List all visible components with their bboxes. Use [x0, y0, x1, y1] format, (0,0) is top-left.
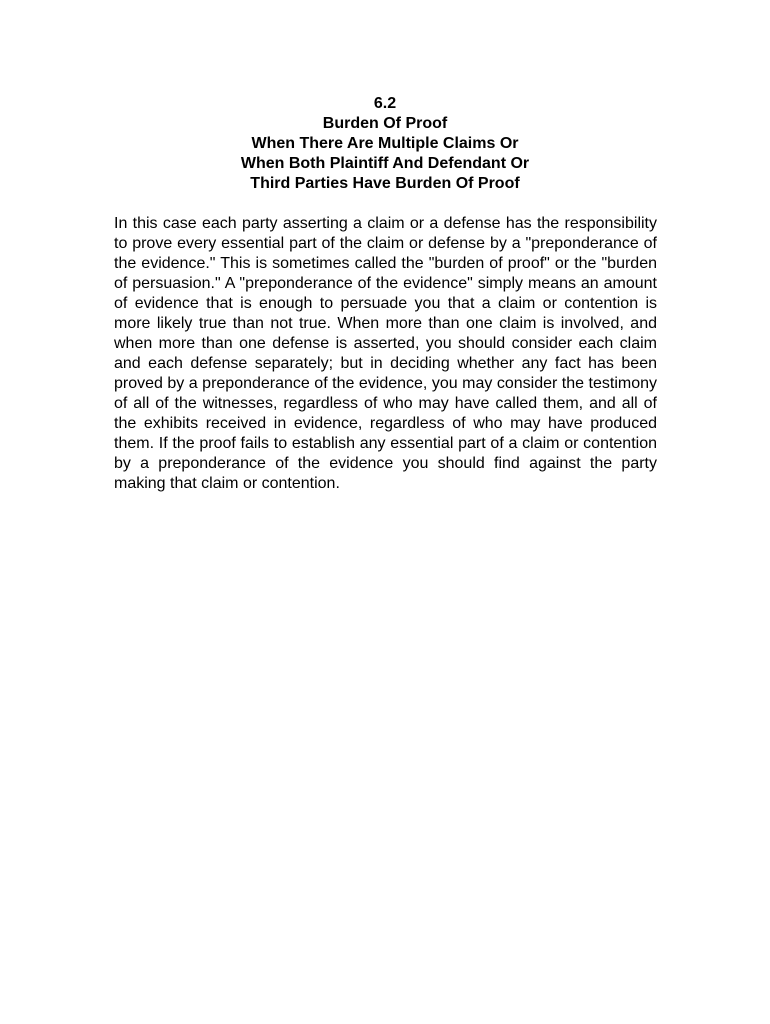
- section-subtitle-line-2: When Both Plaintiff And Defendant Or: [240, 155, 530, 172]
- section-title: Burden Of Proof: [322, 115, 448, 132]
- section-number: 6.2: [373, 95, 397, 112]
- instruction-paragraph: In this case each party asserting a claim or a defense has the responsibility to prove every essential part of the claim or defense by a "preponderance of the evidence." This is sometimes called the "burden of proof" or the "burden of persuasion." A "preponderance of the evidence" simply means an amount of evidence that is enough to persuade you that a claim or contention is more likely true than not true. When more than one claim is involved, and when more than one defense is asserted, you should consider each claim and each defense separately; but in deciding whether any fact has been proved by a preponderance of the evidence, you may consider the testimony of all of the witnesses, regardless of who may have called them, and all of the exhibits received in evidence, regardless of who may have produced them. If the proof fails to establish any essential part of a claim or contention by a preponderance of the evidence you should find against the party making that claim or contention.: [114, 215, 657, 492]
- section-subtitle-line-3: Third Parties Have Burden Of Proof: [250, 175, 520, 192]
- section-subtitle-line-1: When There Are Multiple Claims Or: [251, 135, 519, 152]
- section-heading: [114, 94, 656, 194]
